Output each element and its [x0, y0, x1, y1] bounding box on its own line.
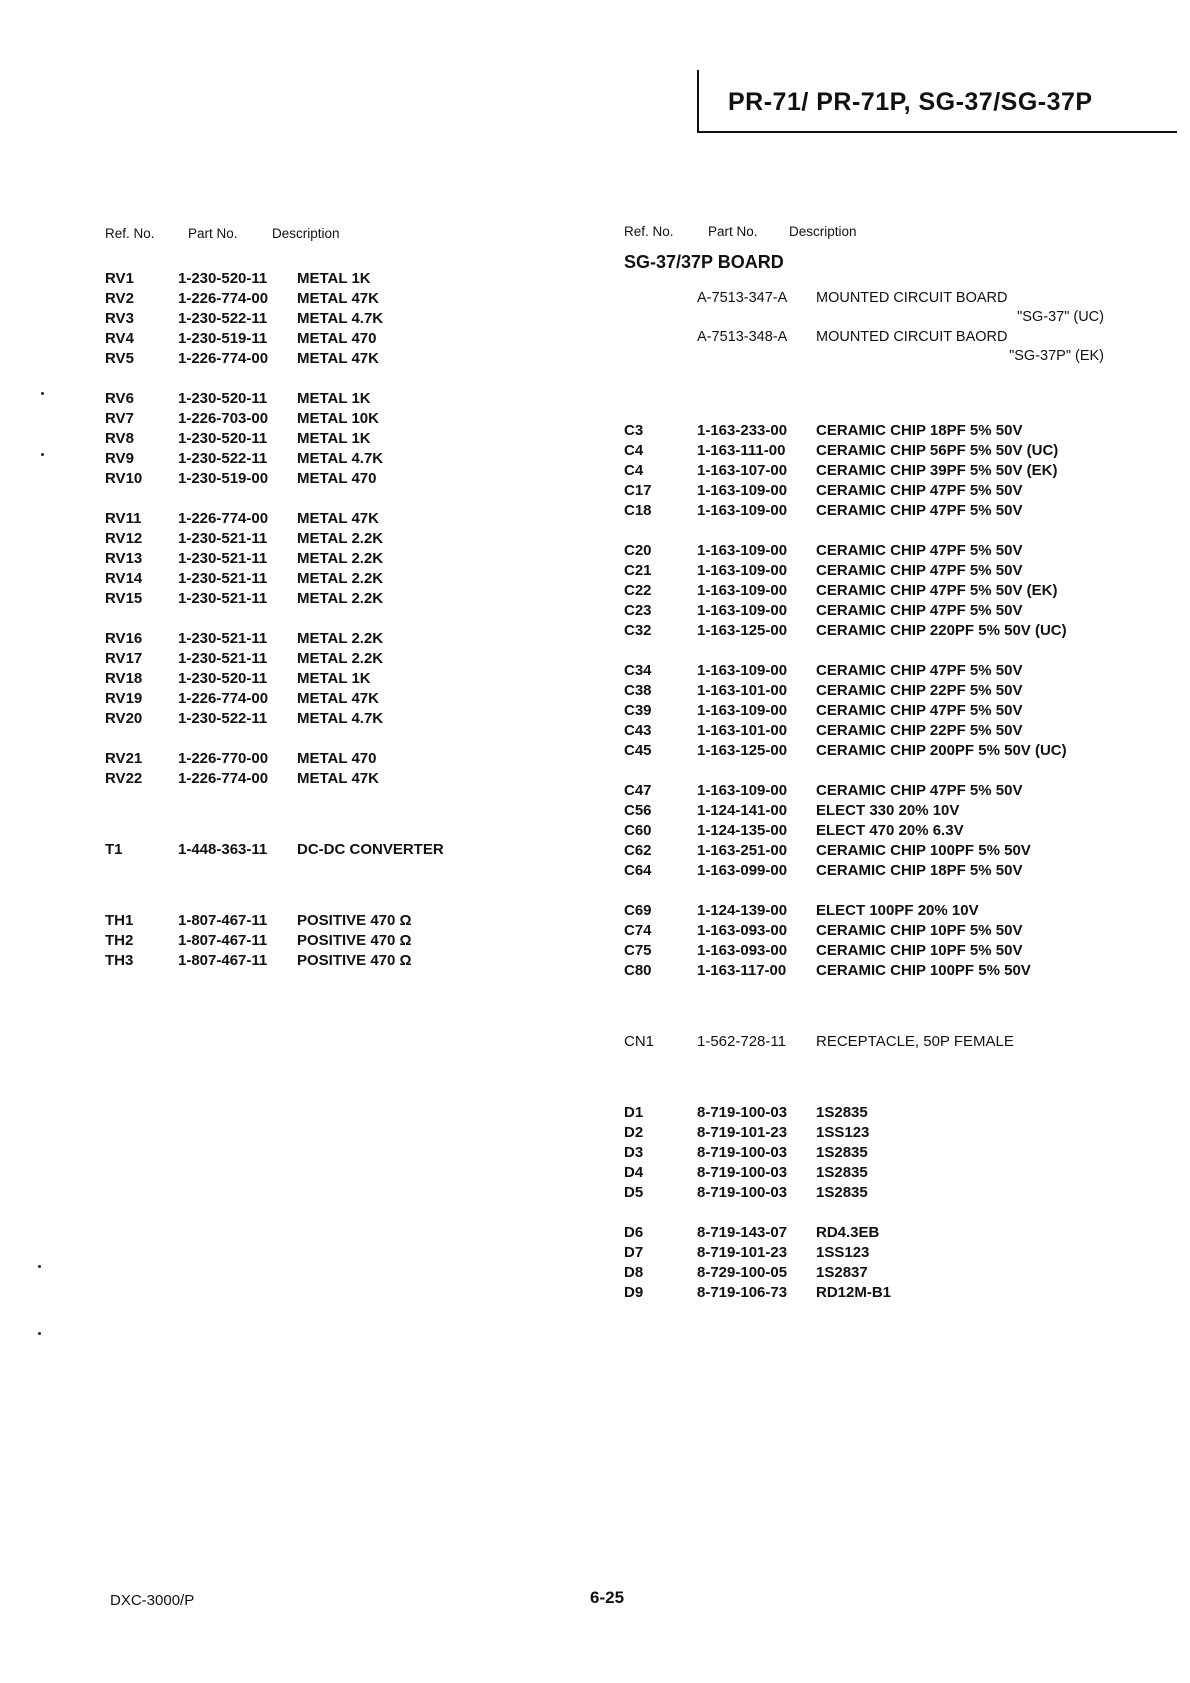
part-row — [105, 630, 575, 650]
part-no: A-7513-348-A — [697, 329, 788, 345]
description: CERAMIC CHIP 47PF 5% 50V — [816, 782, 1023, 799]
ref-no: D6 — [624, 1224, 644, 1241]
description: CERAMIC CHIP 100PF 5% 50V — [816, 842, 1031, 859]
ref-no: C80 — [624, 962, 652, 979]
ref-no: RV17 — [105, 650, 143, 667]
part-row — [624, 502, 1104, 522]
part-no: 1-230-519-00 — [178, 470, 269, 487]
description: RD12M-B1 — [816, 1284, 892, 1301]
ref-no: RV10 — [105, 470, 143, 487]
ref-no: RV12 — [105, 530, 143, 547]
description: METAL 47K — [297, 350, 379, 367]
part-row — [624, 1284, 1104, 1304]
part-no: 1-163-109-00 — [697, 482, 788, 499]
part-no: 8-719-100-03 — [697, 1164, 788, 1181]
part-no: 1-230-520-11 — [178, 670, 268, 687]
description: METAL 47K — [297, 770, 379, 787]
part-no: 1-226-703-00 — [178, 410, 269, 427]
part-no: 8-719-143-07 — [697, 1224, 788, 1241]
ref-no: RV14 — [105, 570, 143, 587]
ref-no: C56 — [624, 802, 652, 819]
description: CERAMIC CHIP 18PF 5% 50V — [816, 862, 1023, 879]
part-row — [624, 902, 1104, 922]
left-parts-list — [105, 226, 575, 972]
margin-mark — [38, 1332, 41, 1335]
part-no: 8-719-100-03 — [697, 1144, 788, 1161]
ref-no: RV15 — [105, 590, 143, 607]
part-row — [105, 470, 575, 490]
ref-no: D5 — [624, 1184, 644, 1201]
part-no: 1-226-774-00 — [178, 690, 269, 707]
description: METAL 1K — [297, 670, 371, 687]
part-row — [624, 702, 1104, 722]
part-row — [624, 442, 1104, 462]
part-no: 1-226-774-00 — [178, 510, 269, 527]
ref-no-header: Ref. No. — [105, 226, 155, 241]
part-row — [105, 410, 575, 430]
description: CERAMIC CHIP 39PF 5% 50V (EK) — [816, 462, 1058, 479]
part-no: 1-163-111-00 — [697, 442, 786, 459]
part-row — [105, 670, 575, 690]
description: CERAMIC CHIP 47PF 5% 50V — [816, 562, 1023, 579]
description: METAL 2.2K — [297, 630, 384, 647]
description: ELECT 100PF 20% 10V — [816, 902, 979, 919]
part-no: 1-163-125-00 — [697, 742, 788, 759]
description: POSITIVE 470 Ω — [297, 952, 412, 969]
description: ELECT 330 20% 10V — [816, 802, 960, 819]
description: METAL 4.7K — [297, 710, 384, 727]
part-row — [105, 510, 575, 530]
part-no: 1-807-467-11 — [178, 952, 268, 969]
part-row — [624, 482, 1104, 502]
part-no: 1-448-363-11 — [178, 841, 268, 858]
ref-no: C74 — [624, 922, 652, 939]
part-no: 1-230-521-11 — [178, 570, 268, 587]
part-row — [105, 310, 575, 330]
ref-no: C62 — [624, 842, 652, 859]
part-row — [624, 462, 1104, 482]
description: METAL 4.7K — [297, 310, 384, 327]
part-no: 1-163-251-00 — [697, 842, 788, 859]
description: METAL 2.2K — [297, 570, 384, 587]
ref-no: C75 — [624, 942, 652, 959]
description: METAL 47K — [297, 510, 379, 527]
ref-no: TH1 — [105, 912, 134, 929]
part-row — [105, 270, 575, 290]
description: CERAMIC CHIP 22PF 5% 50V — [816, 722, 1023, 739]
description: CERAMIC CHIP 18PF 5% 50V — [816, 422, 1023, 439]
part-row — [624, 782, 1104, 802]
ref-no: C34 — [624, 662, 652, 679]
description: RD4.3EB — [816, 1224, 880, 1241]
description: CERAMIC CHIP 47PF 5% 50V — [816, 482, 1023, 499]
part-row — [105, 590, 575, 610]
description: CERAMIC CHIP 47PF 5% 50V — [816, 602, 1023, 619]
ref-no: D4 — [624, 1164, 644, 1181]
part-no: 8-719-101-23 — [697, 1244, 788, 1261]
part-row — [624, 1224, 1104, 1244]
part-row — [105, 710, 575, 730]
description: CERAMIC CHIP 56PF 5% 50V (UC) — [816, 442, 1059, 459]
description: CERAMIC CHIP 22PF 5% 50V — [816, 682, 1023, 699]
part-no: 1-163-101-00 — [697, 682, 788, 699]
margin-mark — [41, 453, 44, 456]
part-no: 1-562-728-11 — [697, 1033, 786, 1050]
part-row — [105, 952, 575, 972]
part-row — [105, 350, 575, 370]
part-row — [624, 682, 1104, 702]
ref-no: TH3 — [105, 952, 134, 969]
ref-no: RV19 — [105, 690, 143, 707]
ref-no: C18 — [624, 502, 652, 519]
part-no: 1-163-109-00 — [697, 702, 788, 719]
description: POSITIVE 470 Ω — [297, 932, 412, 949]
description: 1SS123 — [816, 1124, 870, 1141]
part-row — [624, 1144, 1104, 1164]
description-header: Description — [272, 226, 340, 241]
ref-no: RV7 — [105, 410, 134, 427]
part-no: 1-163-093-00 — [697, 922, 788, 939]
ref-no: D9 — [624, 1284, 644, 1301]
part-no: 8-729-100-05 — [697, 1264, 788, 1281]
ref-no: C3 — [624, 422, 644, 439]
ref-no: D1 — [624, 1104, 644, 1121]
page-number: 6-25 — [590, 1588, 625, 1607]
footer-model: DXC-3000/P — [110, 1592, 195, 1609]
ref-no: C69 — [624, 902, 652, 919]
mounted-board-row — [624, 290, 1104, 329]
part-row — [624, 1164, 1104, 1184]
part-row — [105, 430, 575, 450]
description: METAL 2.2K — [297, 590, 384, 607]
part-row — [105, 530, 575, 550]
description: 1S2835 — [816, 1164, 868, 1181]
part-row — [105, 932, 575, 952]
part-row — [624, 422, 1104, 442]
description: METAL 1K — [297, 390, 371, 407]
part-no: 1-163-109-00 — [697, 502, 788, 519]
description: CERAMIC CHIP 47PF 5% 50V — [816, 702, 1023, 719]
description: METAL 470 — [297, 330, 377, 347]
ref-no: RV6 — [105, 390, 134, 407]
part-row — [105, 550, 575, 570]
description: METAL 470 — [297, 750, 377, 767]
ref-no: C64 — [624, 862, 652, 879]
part-row — [105, 750, 575, 770]
ref-no: RV3 — [105, 310, 134, 327]
description: DC-DC CONVERTER — [297, 841, 444, 858]
left-rows — [105, 270, 575, 972]
part-row — [105, 770, 575, 790]
description: METAL 4.7K — [297, 450, 384, 467]
ref-no: C4 — [624, 462, 644, 479]
ref-no: C21 — [624, 562, 652, 579]
part-no: 1-163-109-00 — [697, 542, 788, 559]
part-no: 1-807-467-11 — [178, 932, 268, 949]
description: ELECT 470 20% 6.3V — [816, 822, 964, 839]
description: RECEPTACLE, 50P FEMALE — [816, 1033, 1014, 1050]
ref-no: RV21 — [105, 750, 143, 767]
ref-no: D8 — [624, 1264, 644, 1281]
header-rule — [697, 131, 1177, 133]
part-row — [624, 722, 1104, 742]
part-no-header: Part No. — [188, 226, 238, 241]
ref-no: RV5 — [105, 350, 134, 367]
part-row — [105, 841, 575, 861]
description: METAL 47K — [297, 690, 379, 707]
description: METAL 470 — [297, 470, 377, 487]
part-no: A-7513-347-A — [697, 290, 788, 306]
part-row — [624, 862, 1104, 882]
part-no: 1-163-233-00 — [697, 422, 788, 439]
part-no: 1-163-117-00 — [697, 962, 787, 979]
part-no: 1-226-774-00 — [178, 290, 269, 307]
description: CERAMIC CHIP 47PF 5% 50V — [816, 542, 1023, 559]
ref-no: CN1 — [624, 1033, 655, 1050]
part-no: 1-230-520-11 — [178, 390, 268, 407]
part-no: 1-163-109-00 — [697, 582, 788, 599]
description-header: Description — [789, 224, 857, 239]
ref-no: C17 — [624, 482, 652, 499]
part-row — [624, 542, 1104, 562]
description: 1S2835 — [816, 1104, 868, 1121]
board-title: SG-37/37P BOARD — [624, 252, 784, 272]
description: METAL 1K — [297, 270, 371, 287]
ref-no: RV9 — [105, 450, 134, 467]
description: MOUNTED CIRCUIT BAORD — [816, 329, 1008, 345]
part-row — [624, 1104, 1104, 1124]
part-row — [624, 942, 1104, 962]
ref-no: C32 — [624, 622, 652, 639]
ref-no: RV2 — [105, 290, 134, 307]
part-row — [105, 912, 575, 932]
part-row — [105, 650, 575, 670]
part-no: 1-230-522-11 — [178, 710, 268, 727]
ref-no-header: Ref. No. — [624, 224, 674, 239]
part-no: 1-230-520-11 — [178, 430, 268, 447]
description: CERAMIC CHIP 100PF 5% 50V — [816, 962, 1031, 979]
part-no: 1-230-521-11 — [178, 550, 268, 567]
part-no: 1-124-135-00 — [697, 822, 788, 839]
part-no: 1-230-522-11 — [178, 310, 268, 327]
part-row — [624, 562, 1104, 582]
ref-no: RV18 — [105, 670, 143, 687]
part-no: 1-230-521-11 — [178, 630, 268, 647]
ref-no: C20 — [624, 542, 652, 559]
part-row — [624, 622, 1104, 642]
part-no-header: Part No. — [708, 224, 758, 239]
part-row — [624, 962, 1104, 982]
part-no: 8-719-101-23 — [697, 1124, 788, 1141]
part-no: 1-163-107-00 — [697, 462, 788, 479]
description: METAL 2.2K — [297, 650, 384, 667]
part-row — [624, 1264, 1104, 1284]
part-no: 8-719-100-03 — [697, 1104, 788, 1121]
description: 1S2835 — [816, 1144, 868, 1161]
description: CERAMIC CHIP 10PF 5% 50V — [816, 942, 1023, 959]
description: MOUNTED CIRCUIT BOARD — [816, 290, 1008, 306]
ref-no: RV13 — [105, 550, 143, 567]
ref-no: RV4 — [105, 330, 134, 347]
part-no: 1-163-109-00 — [697, 602, 788, 619]
part-row — [624, 802, 1104, 822]
ref-no: C4 — [624, 442, 644, 459]
description: CERAMIC CHIP 47PF 5% 50V (EK) — [816, 582, 1058, 599]
ref-no: C47 — [624, 782, 652, 799]
part-no: 1-163-109-00 — [697, 662, 788, 679]
part-no: 1-226-774-00 — [178, 770, 269, 787]
description: POSITIVE 470 Ω — [297, 912, 412, 929]
part-no: 8-719-100-03 — [697, 1184, 788, 1201]
ref-no: RV8 — [105, 430, 134, 447]
part-row — [624, 1244, 1104, 1264]
part-row — [624, 842, 1104, 862]
ref-no: D3 — [624, 1144, 644, 1161]
part-no: 1-163-093-00 — [697, 942, 788, 959]
margin-mark — [38, 1265, 41, 1268]
part-row — [624, 662, 1104, 682]
right-parts-list — [624, 224, 1104, 1304]
description: CERAMIC CHIP 10PF 5% 50V — [816, 922, 1023, 939]
part-no: 1-163-125-00 — [697, 622, 788, 639]
part-no: 1-230-521-11 — [178, 590, 268, 607]
part-row — [624, 1033, 1104, 1053]
part-no: 1-226-770-00 — [178, 750, 269, 767]
part-no: 1-163-099-00 — [697, 862, 788, 879]
ref-no: C45 — [624, 742, 652, 759]
part-no: 1-807-467-11 — [178, 912, 268, 929]
description: CERAMIC CHIP 47PF 5% 50V — [816, 662, 1023, 679]
ref-no: RV22 — [105, 770, 143, 787]
ref-no: D7 — [624, 1244, 644, 1261]
part-row — [624, 1124, 1104, 1144]
description: CERAMIC CHIP 47PF 5% 50V — [816, 502, 1023, 519]
part-row — [624, 822, 1104, 842]
description: 1S2837 — [816, 1264, 868, 1281]
part-row — [624, 742, 1104, 762]
ref-no: TH2 — [105, 932, 134, 949]
part-row — [105, 450, 575, 470]
ref-no: T1 — [105, 841, 123, 858]
ref-no: C43 — [624, 722, 652, 739]
part-no: 8-719-106-73 — [697, 1284, 788, 1301]
part-no: 1-163-109-00 — [697, 782, 788, 799]
ref-no: RV1 — [105, 270, 134, 287]
part-row — [105, 290, 575, 310]
description: METAL 2.2K — [297, 550, 384, 567]
part-no: 1-230-522-11 — [178, 450, 268, 467]
ref-no: C23 — [624, 602, 652, 619]
part-row — [624, 1184, 1104, 1204]
part-row — [105, 570, 575, 590]
part-no: 1-230-521-11 — [178, 530, 268, 547]
ref-no: C60 — [624, 822, 652, 839]
description: 1S2835 — [816, 1184, 868, 1201]
variant-note: "SG-37P" (EK) — [1009, 348, 1104, 364]
description: CERAMIC CHIP 200PF 5% 50V (UC) — [816, 742, 1067, 759]
part-no: 1-124-139-00 — [697, 902, 788, 919]
ref-no: RV11 — [105, 510, 142, 527]
part-row — [624, 602, 1104, 622]
column-header — [105, 226, 575, 246]
ref-no: C22 — [624, 582, 652, 599]
part-no: 1-163-101-00 — [697, 722, 788, 739]
ref-no: C39 — [624, 702, 652, 719]
description: CERAMIC CHIP 220PF 5% 50V (UC) — [816, 622, 1067, 639]
description: 1SS123 — [816, 1244, 870, 1261]
part-no: 1-163-109-00 — [697, 562, 788, 579]
part-no: 1-226-774-00 — [178, 350, 269, 367]
margin-mark — [41, 392, 44, 395]
part-no: 1-230-519-11 — [178, 330, 268, 347]
ref-no: C38 — [624, 682, 652, 699]
part-row — [105, 690, 575, 710]
part-no: 1-230-521-11 — [178, 650, 268, 667]
page-title: PR-71/ PR-71P, SG-37/SG-37P — [728, 88, 1093, 116]
part-row — [624, 582, 1104, 602]
part-no: 1-124-141-00 — [697, 802, 788, 819]
description: METAL 10K — [297, 410, 379, 427]
right-rows — [624, 422, 1104, 1304]
variant-note: "SG-37" (UC) — [1017, 309, 1104, 325]
ref-no: RV16 — [105, 630, 143, 647]
part-row — [624, 922, 1104, 942]
part-row — [105, 390, 575, 410]
mounted-board-row — [624, 329, 1104, 368]
description: METAL 1K — [297, 430, 371, 447]
header-rule — [697, 70, 699, 132]
description: METAL 47K — [297, 290, 379, 307]
part-no: 1-230-520-11 — [178, 270, 268, 287]
column-header — [624, 224, 1104, 244]
ref-no: D2 — [624, 1124, 644, 1141]
description: METAL 2.2K — [297, 530, 384, 547]
part-row — [105, 330, 575, 350]
ref-no: RV20 — [105, 710, 143, 727]
